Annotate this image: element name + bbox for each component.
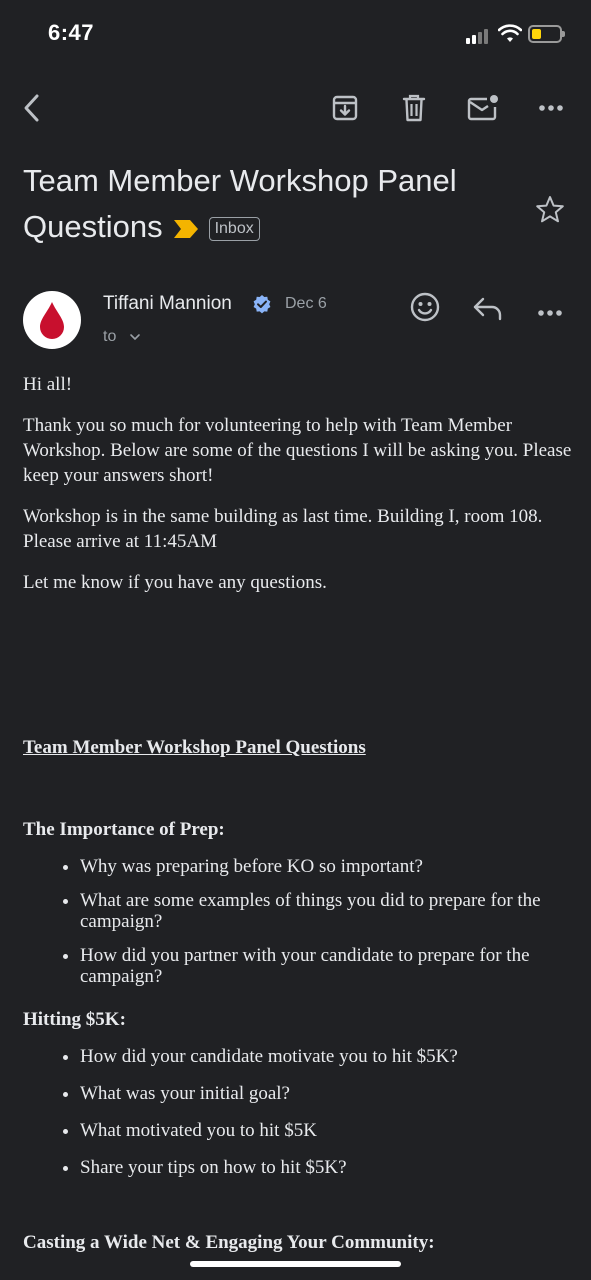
subject-text: Team Member Workshop Panel Questions — [23, 163, 457, 244]
reply-icon[interactable] — [472, 295, 504, 326]
question-list — [23, 854, 573, 987]
back-arrow-icon[interactable] — [14, 90, 50, 126]
message-more-icon[interactable] — [537, 304, 563, 322]
home-indicator[interactable] — [190, 1261, 401, 1267]
list-item: • How did you partner with your candidate to prepare for the campaign? — [80, 945, 573, 987]
body-paragraph: Let me know if you have any questions. — [23, 572, 327, 593]
list-item: • What are some examples of things you did to prepare for the campaign? — [80, 890, 573, 932]
inbox-label-badge[interactable]: Inbox — [209, 217, 260, 241]
body-paragraph: Thank you so much for volunteering to help with Team Member Workshop. Below are some of the questions I will be asking you. Please keep your answers short! — [23, 415, 572, 486]
recipients-toggle[interactable] — [103, 328, 141, 346]
section-title: Hitting $5K: — [23, 1009, 126, 1030]
question-list — [23, 1044, 573, 1180]
trash-icon[interactable] — [396, 90, 432, 126]
emoji-icon[interactable] — [408, 290, 442, 329]
list-item: • How did your candidate motivate you to hit $5K? — [80, 1044, 573, 1069]
email-subject — [23, 158, 493, 252]
status-time: 6:47 — [48, 20, 95, 45]
star-icon[interactable] — [535, 195, 565, 228]
greeting: Hi all! — [23, 374, 73, 395]
chevron-down-icon — [129, 333, 141, 341]
important-marker-icon[interactable] — [173, 206, 199, 252]
verified-icon — [252, 294, 272, 314]
wifi-icon — [498, 24, 522, 44]
list-item: • Share your tips on how to hit $5K? — [80, 1155, 573, 1180]
email-date: Dec 6 — [285, 295, 327, 312]
body-paragraph: Workshop is in the same building as last time. Building I, room 108. Please arrive at 11:45AM — [23, 506, 543, 552]
section-title: The Importance of Prep: — [23, 819, 225, 840]
list-item: • Why was preparing before KO so important? — [80, 854, 573, 879]
more-icon[interactable] — [533, 90, 569, 126]
list-item: • What motivated you to hit $5K — [80, 1118, 573, 1143]
avatar[interactable] — [23, 291, 81, 349]
blood-drop-logo — [23, 291, 81, 349]
doc-title: Team Member Workshop Panel Questions — [23, 737, 366, 758]
to-label: to — [103, 328, 117, 345]
cellular-signal-icon — [466, 28, 492, 44]
battery-icon — [528, 25, 562, 43]
section-title: Casting a Wide Net & Engaging Your Community: — [23, 1232, 435, 1253]
list-item: • What was your initial goal? — [80, 1081, 573, 1106]
sender-name[interactable]: Tiffani Mannion — [103, 293, 232, 314]
email-body — [23, 372, 573, 1255]
mark-unread-icon[interactable] — [465, 90, 501, 126]
archive-icon[interactable] — [327, 90, 363, 126]
